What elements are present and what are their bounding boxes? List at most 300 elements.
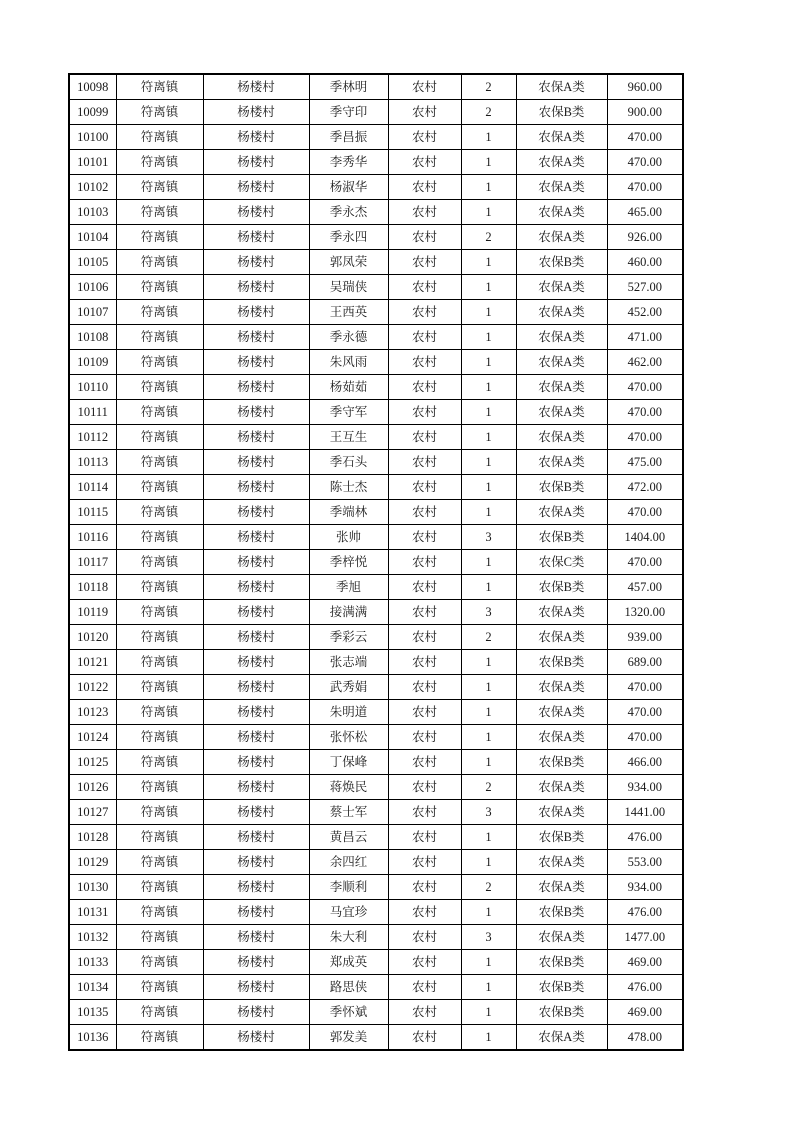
table-cell: 杨楼村: [203, 950, 309, 975]
table-cell: 10125: [69, 750, 116, 775]
table-cell: 符离镇: [116, 400, 203, 425]
table-cell: 杨楼村: [203, 150, 309, 175]
table-cell: 符离镇: [116, 500, 203, 525]
table-cell: 农村: [388, 375, 461, 400]
table-cell: 符离镇: [116, 250, 203, 275]
table-cell: 杨楼村: [203, 800, 309, 825]
table-cell: 926.00: [607, 225, 683, 250]
table-cell: 农保A类: [516, 800, 607, 825]
table-cell: 农保B类: [516, 825, 607, 850]
table-cell: 470.00: [607, 375, 683, 400]
table-cell: 杨楼村: [203, 225, 309, 250]
table-row: [69, 650, 683, 675]
table-cell: 1: [461, 475, 516, 500]
table-cell: 1: [461, 450, 516, 475]
table-cell: 3: [461, 800, 516, 825]
table-row: [69, 700, 683, 725]
table-cell: 张帅: [309, 525, 388, 550]
table-cell: 杨楼村: [203, 925, 309, 950]
table-cell: 蒋焕民: [309, 775, 388, 800]
table-cell: 符离镇: [116, 575, 203, 600]
table-cell: 农保A类: [516, 300, 607, 325]
table-cell: 符离镇: [116, 725, 203, 750]
table-row: [69, 100, 683, 125]
table-cell: 553.00: [607, 850, 683, 875]
table-cell: 10121: [69, 650, 116, 675]
table-cell: 符离镇: [116, 175, 203, 200]
table-cell: 接满满: [309, 600, 388, 625]
table-cell: 农村: [388, 950, 461, 975]
table-cell: 季守印: [309, 100, 388, 125]
table-cell: 10114: [69, 475, 116, 500]
table-cell: 476.00: [607, 825, 683, 850]
table-cell: 475.00: [607, 450, 683, 475]
table-cell: 朱风雨: [309, 350, 388, 375]
table-cell: 476.00: [607, 900, 683, 925]
table-cell: 杨楼村: [203, 450, 309, 475]
table-cell: 470.00: [607, 125, 683, 150]
table-row: [69, 900, 683, 925]
table-cell: 农保B类: [516, 900, 607, 925]
table-cell: 农保A类: [516, 1025, 607, 1051]
table-cell: 农村: [388, 1000, 461, 1025]
table-body: [69, 74, 683, 1050]
table-cell: 农村: [388, 275, 461, 300]
table-cell: 季永德: [309, 325, 388, 350]
table-cell: 470.00: [607, 150, 683, 175]
table-cell: 1: [461, 300, 516, 325]
table-cell: 杨楼村: [203, 100, 309, 125]
table-cell: 符离镇: [116, 475, 203, 500]
table-cell: 689.00: [607, 650, 683, 675]
table-row: [69, 675, 683, 700]
table-row: [69, 300, 683, 325]
table-cell: 465.00: [607, 200, 683, 225]
table-cell: 10104: [69, 225, 116, 250]
table-cell: 朱大利: [309, 925, 388, 950]
table-row: [69, 475, 683, 500]
table-cell: 路思侠: [309, 975, 388, 1000]
table-cell: 杨楼村: [203, 775, 309, 800]
table-cell: 农村: [388, 700, 461, 725]
table-cell: 10133: [69, 950, 116, 975]
table-cell: 杨楼村: [203, 125, 309, 150]
table-cell: 杨楼村: [203, 200, 309, 225]
table-cell: 1320.00: [607, 600, 683, 625]
table-cell: 476.00: [607, 975, 683, 1000]
table-row: [69, 825, 683, 850]
table-cell: 农保A类: [516, 675, 607, 700]
table-cell: 季石头: [309, 450, 388, 475]
table-cell: 农保A类: [516, 725, 607, 750]
table-cell: 杨楼村: [203, 275, 309, 300]
table-cell: 农保A类: [516, 125, 607, 150]
table-cell: 452.00: [607, 300, 683, 325]
table-cell: 季怀斌: [309, 1000, 388, 1025]
table-cell: 杨楼村: [203, 550, 309, 575]
table-cell: 符离镇: [116, 350, 203, 375]
table-row: [69, 625, 683, 650]
table-cell: 黄昌云: [309, 825, 388, 850]
table-cell: 460.00: [607, 250, 683, 275]
table-cell: 2: [461, 100, 516, 125]
table-cell: 1: [461, 700, 516, 725]
table-cell: 农保B类: [516, 250, 607, 275]
table-cell: 符离镇: [116, 950, 203, 975]
table-cell: 符离镇: [116, 74, 203, 100]
table-cell: 农村: [388, 300, 461, 325]
table-cell: 农村: [388, 800, 461, 825]
table-cell: 10115: [69, 500, 116, 525]
table-cell: 符离镇: [116, 325, 203, 350]
table-cell: 农保A类: [516, 400, 607, 425]
table-cell: 农村: [388, 200, 461, 225]
table-row: [69, 400, 683, 425]
table-cell: 10119: [69, 600, 116, 625]
table-cell: 3: [461, 600, 516, 625]
table-cell: 朱明道: [309, 700, 388, 725]
table-cell: 符离镇: [116, 825, 203, 850]
table-cell: 农保A类: [516, 200, 607, 225]
table-cell: 农村: [388, 225, 461, 250]
table-cell: 1: [461, 350, 516, 375]
table-cell: 农保A类: [516, 175, 607, 200]
table-cell: 农保A类: [516, 225, 607, 250]
table-cell: 农保B类: [516, 750, 607, 775]
table-cell: 杨楼村: [203, 525, 309, 550]
table-row: [69, 850, 683, 875]
table-cell: 农村: [388, 325, 461, 350]
table-cell: 符离镇: [116, 850, 203, 875]
table-cell: 季林明: [309, 74, 388, 100]
table-cell: 季旭: [309, 575, 388, 600]
table-cell: 472.00: [607, 475, 683, 500]
table-cell: 470.00: [607, 725, 683, 750]
table-cell: 农村: [388, 425, 461, 450]
table-cell: 符离镇: [116, 775, 203, 800]
table-cell: 10136: [69, 1025, 116, 1051]
table-cell: 符离镇: [116, 100, 203, 125]
table-cell: 农保A类: [516, 700, 607, 725]
table-cell: 2: [461, 74, 516, 100]
table-cell: 1: [461, 825, 516, 850]
table-cell: 2: [461, 875, 516, 900]
table-cell: 符离镇: [116, 750, 203, 775]
table-cell: 1: [461, 400, 516, 425]
table-cell: 农村: [388, 400, 461, 425]
table-cell: 1: [461, 500, 516, 525]
table-cell: 杨楼村: [203, 625, 309, 650]
table-cell: 农保A类: [516, 500, 607, 525]
table-cell: 478.00: [607, 1025, 683, 1051]
table-cell: 1: [461, 850, 516, 875]
table-cell: 农保B类: [516, 650, 607, 675]
table-cell: 10126: [69, 775, 116, 800]
table-cell: 农村: [388, 575, 461, 600]
table-cell: 符离镇: [116, 225, 203, 250]
table-row: [69, 875, 683, 900]
table-cell: 杨楼村: [203, 700, 309, 725]
table-row: [69, 225, 683, 250]
table-cell: 符离镇: [116, 675, 203, 700]
table-cell: 杨楼村: [203, 250, 309, 275]
table-cell: 1: [461, 975, 516, 1000]
table-cell: 470.00: [607, 500, 683, 525]
table-cell: 季梓悦: [309, 550, 388, 575]
table-cell: 10099: [69, 100, 116, 125]
table-row: [69, 775, 683, 800]
table-cell: 张怀松: [309, 725, 388, 750]
table-cell: 10102: [69, 175, 116, 200]
table-cell: 符离镇: [116, 925, 203, 950]
table-cell: 1: [461, 725, 516, 750]
table-cell: 农村: [388, 525, 461, 550]
table-cell: 470.00: [607, 675, 683, 700]
table-cell: 符离镇: [116, 425, 203, 450]
table-cell: 季守军: [309, 400, 388, 425]
table-cell: 郭凤荣: [309, 250, 388, 275]
table-cell: 2: [461, 225, 516, 250]
table-cell: 杨楼村: [203, 825, 309, 850]
table-row: [69, 250, 683, 275]
table-cell: 杨楼村: [203, 750, 309, 775]
table-cell: 农保A类: [516, 775, 607, 800]
table-cell: 杨楼村: [203, 675, 309, 700]
table-row: [69, 525, 683, 550]
table-cell: 符离镇: [116, 450, 203, 475]
table-cell: 10109: [69, 350, 116, 375]
table-row: [69, 725, 683, 750]
table-cell: 农村: [388, 125, 461, 150]
table-cell: 农村: [388, 750, 461, 775]
table-cell: 农村: [388, 500, 461, 525]
table-cell: 杨楼村: [203, 350, 309, 375]
table-cell: 1: [461, 950, 516, 975]
table-cell: 符离镇: [116, 700, 203, 725]
table-cell: 张志端: [309, 650, 388, 675]
table-row: [69, 1000, 683, 1025]
table-cell: 10113: [69, 450, 116, 475]
table-cell: 符离镇: [116, 150, 203, 175]
table-cell: 农保A类: [516, 600, 607, 625]
table-row: [69, 325, 683, 350]
table-cell: 1: [461, 425, 516, 450]
table-cell: 杨楼村: [203, 325, 309, 350]
table-cell: 季永四: [309, 225, 388, 250]
table-cell: 3: [461, 925, 516, 950]
table-cell: 农保A类: [516, 925, 607, 950]
table-cell: 符离镇: [116, 1000, 203, 1025]
table-cell: 杨楼村: [203, 300, 309, 325]
table-row: [69, 800, 683, 825]
table-cell: 杨楼村: [203, 650, 309, 675]
table-cell: 马宜珍: [309, 900, 388, 925]
table-cell: 符离镇: [116, 600, 203, 625]
table-cell: 农保A类: [516, 425, 607, 450]
table-cell: 农村: [388, 675, 461, 700]
table-cell: 农保A类: [516, 450, 607, 475]
table-cell: 符离镇: [116, 1025, 203, 1051]
table-cell: 10098: [69, 74, 116, 100]
table-cell: 1: [461, 750, 516, 775]
table-cell: 农村: [388, 475, 461, 500]
table-cell: 10105: [69, 250, 116, 275]
table-cell: 农村: [388, 925, 461, 950]
table-cell: 934.00: [607, 775, 683, 800]
table-cell: 1: [461, 200, 516, 225]
table-cell: 939.00: [607, 625, 683, 650]
table-cell: 农保B类: [516, 100, 607, 125]
table-cell: 季端林: [309, 500, 388, 525]
table-cell: 960.00: [607, 74, 683, 100]
table-cell: 农保A类: [516, 375, 607, 400]
table-cell: 王西英: [309, 300, 388, 325]
table-cell: 1404.00: [607, 525, 683, 550]
table-cell: 农村: [388, 175, 461, 200]
table-cell: 10135: [69, 1000, 116, 1025]
table-cell: 1: [461, 125, 516, 150]
table-cell: 杨楼村: [203, 400, 309, 425]
table-cell: 1: [461, 275, 516, 300]
table-cell: 10129: [69, 850, 116, 875]
table-cell: 10123: [69, 700, 116, 725]
table-cell: 470.00: [607, 550, 683, 575]
table-cell: 陈士杰: [309, 475, 388, 500]
table-cell: 农村: [388, 350, 461, 375]
table-cell: 1: [461, 675, 516, 700]
table-cell: 农保A类: [516, 150, 607, 175]
table-cell: 农保B类: [516, 475, 607, 500]
table-cell: 10110: [69, 375, 116, 400]
table-cell: 杨茹茹: [309, 375, 388, 400]
table-cell: 农村: [388, 875, 461, 900]
table-cell: 1: [461, 1000, 516, 1025]
table-cell: 10134: [69, 975, 116, 1000]
table-cell: 农保A类: [516, 275, 607, 300]
table-cell: 符离镇: [116, 800, 203, 825]
table-cell: 农村: [388, 150, 461, 175]
table-cell: 2: [461, 775, 516, 800]
table-cell: 杨楼村: [203, 875, 309, 900]
table-cell: 农村: [388, 625, 461, 650]
table-cell: 527.00: [607, 275, 683, 300]
table-row: [69, 125, 683, 150]
table-cell: 农保A类: [516, 875, 607, 900]
table-cell: 10101: [69, 150, 116, 175]
table-cell: 农村: [388, 74, 461, 100]
table-cell: 1: [461, 900, 516, 925]
table-cell: 1: [461, 550, 516, 575]
table-cell: 10118: [69, 575, 116, 600]
table-cell: 1441.00: [607, 800, 683, 825]
table-cell: 符离镇: [116, 200, 203, 225]
table-cell: 10107: [69, 300, 116, 325]
table-row: [69, 750, 683, 775]
table-cell: 郑成英: [309, 950, 388, 975]
table-cell: 农保A类: [516, 625, 607, 650]
table-cell: 季昌振: [309, 125, 388, 150]
table-cell: 农村: [388, 550, 461, 575]
table-cell: 符离镇: [116, 300, 203, 325]
table-cell: 10122: [69, 675, 116, 700]
table-row: [69, 925, 683, 950]
table-cell: 符离镇: [116, 550, 203, 575]
table-cell: 符离镇: [116, 125, 203, 150]
table-cell: 农村: [388, 775, 461, 800]
table-cell: 杨楼村: [203, 175, 309, 200]
table-cell: 1: [461, 175, 516, 200]
table-row: [69, 950, 683, 975]
table-cell: 470.00: [607, 700, 683, 725]
table-cell: 10117: [69, 550, 116, 575]
table-cell: 470.00: [607, 400, 683, 425]
table-cell: 466.00: [607, 750, 683, 775]
table-cell: 农保A类: [516, 850, 607, 875]
table-row: [69, 74, 683, 100]
table-cell: 10128: [69, 825, 116, 850]
table-cell: 杨楼村: [203, 850, 309, 875]
table-cell: 杨楼村: [203, 74, 309, 100]
table-cell: 10124: [69, 725, 116, 750]
table-cell: 农村: [388, 1025, 461, 1051]
table-cell: 农保A类: [516, 74, 607, 100]
table-cell: 蔡士军: [309, 800, 388, 825]
table-cell: 900.00: [607, 100, 683, 125]
table-cell: 杨楼村: [203, 600, 309, 625]
table-cell: 农村: [388, 600, 461, 625]
table-row: [69, 575, 683, 600]
table-cell: 10106: [69, 275, 116, 300]
table-row: [69, 275, 683, 300]
table-cell: 457.00: [607, 575, 683, 600]
table-cell: 杨楼村: [203, 575, 309, 600]
table-cell: 10120: [69, 625, 116, 650]
table-cell: 武秀娟: [309, 675, 388, 700]
table-cell: 季彩云: [309, 625, 388, 650]
table-row: [69, 500, 683, 525]
table-cell: 1: [461, 325, 516, 350]
table-cell: 农村: [388, 100, 461, 125]
table-cell: 10127: [69, 800, 116, 825]
table-cell: 10131: [69, 900, 116, 925]
table-cell: 农村: [388, 450, 461, 475]
table-cell: 1: [461, 150, 516, 175]
table-cell: 农保B类: [516, 1000, 607, 1025]
table-row: [69, 450, 683, 475]
table-cell: 10112: [69, 425, 116, 450]
table-cell: 10103: [69, 200, 116, 225]
table-cell: 符离镇: [116, 525, 203, 550]
table-cell: 王互生: [309, 425, 388, 450]
table-cell: 余四红: [309, 850, 388, 875]
table-cell: 10108: [69, 325, 116, 350]
table-row: [69, 550, 683, 575]
table-cell: 丁保峰: [309, 750, 388, 775]
table-cell: 农保A类: [516, 350, 607, 375]
table-cell: 农保B类: [516, 975, 607, 1000]
table-cell: 农保A类: [516, 325, 607, 350]
table-row: [69, 975, 683, 1000]
table-cell: 462.00: [607, 350, 683, 375]
table-cell: 农村: [388, 825, 461, 850]
table-cell: 农保B类: [516, 525, 607, 550]
table-cell: 农保C类: [516, 550, 607, 575]
table-cell: 杨楼村: [203, 725, 309, 750]
table-cell: 10100: [69, 125, 116, 150]
insurance-record-table: [68, 73, 684, 1051]
table-row: [69, 350, 683, 375]
table-cell: 1: [461, 650, 516, 675]
